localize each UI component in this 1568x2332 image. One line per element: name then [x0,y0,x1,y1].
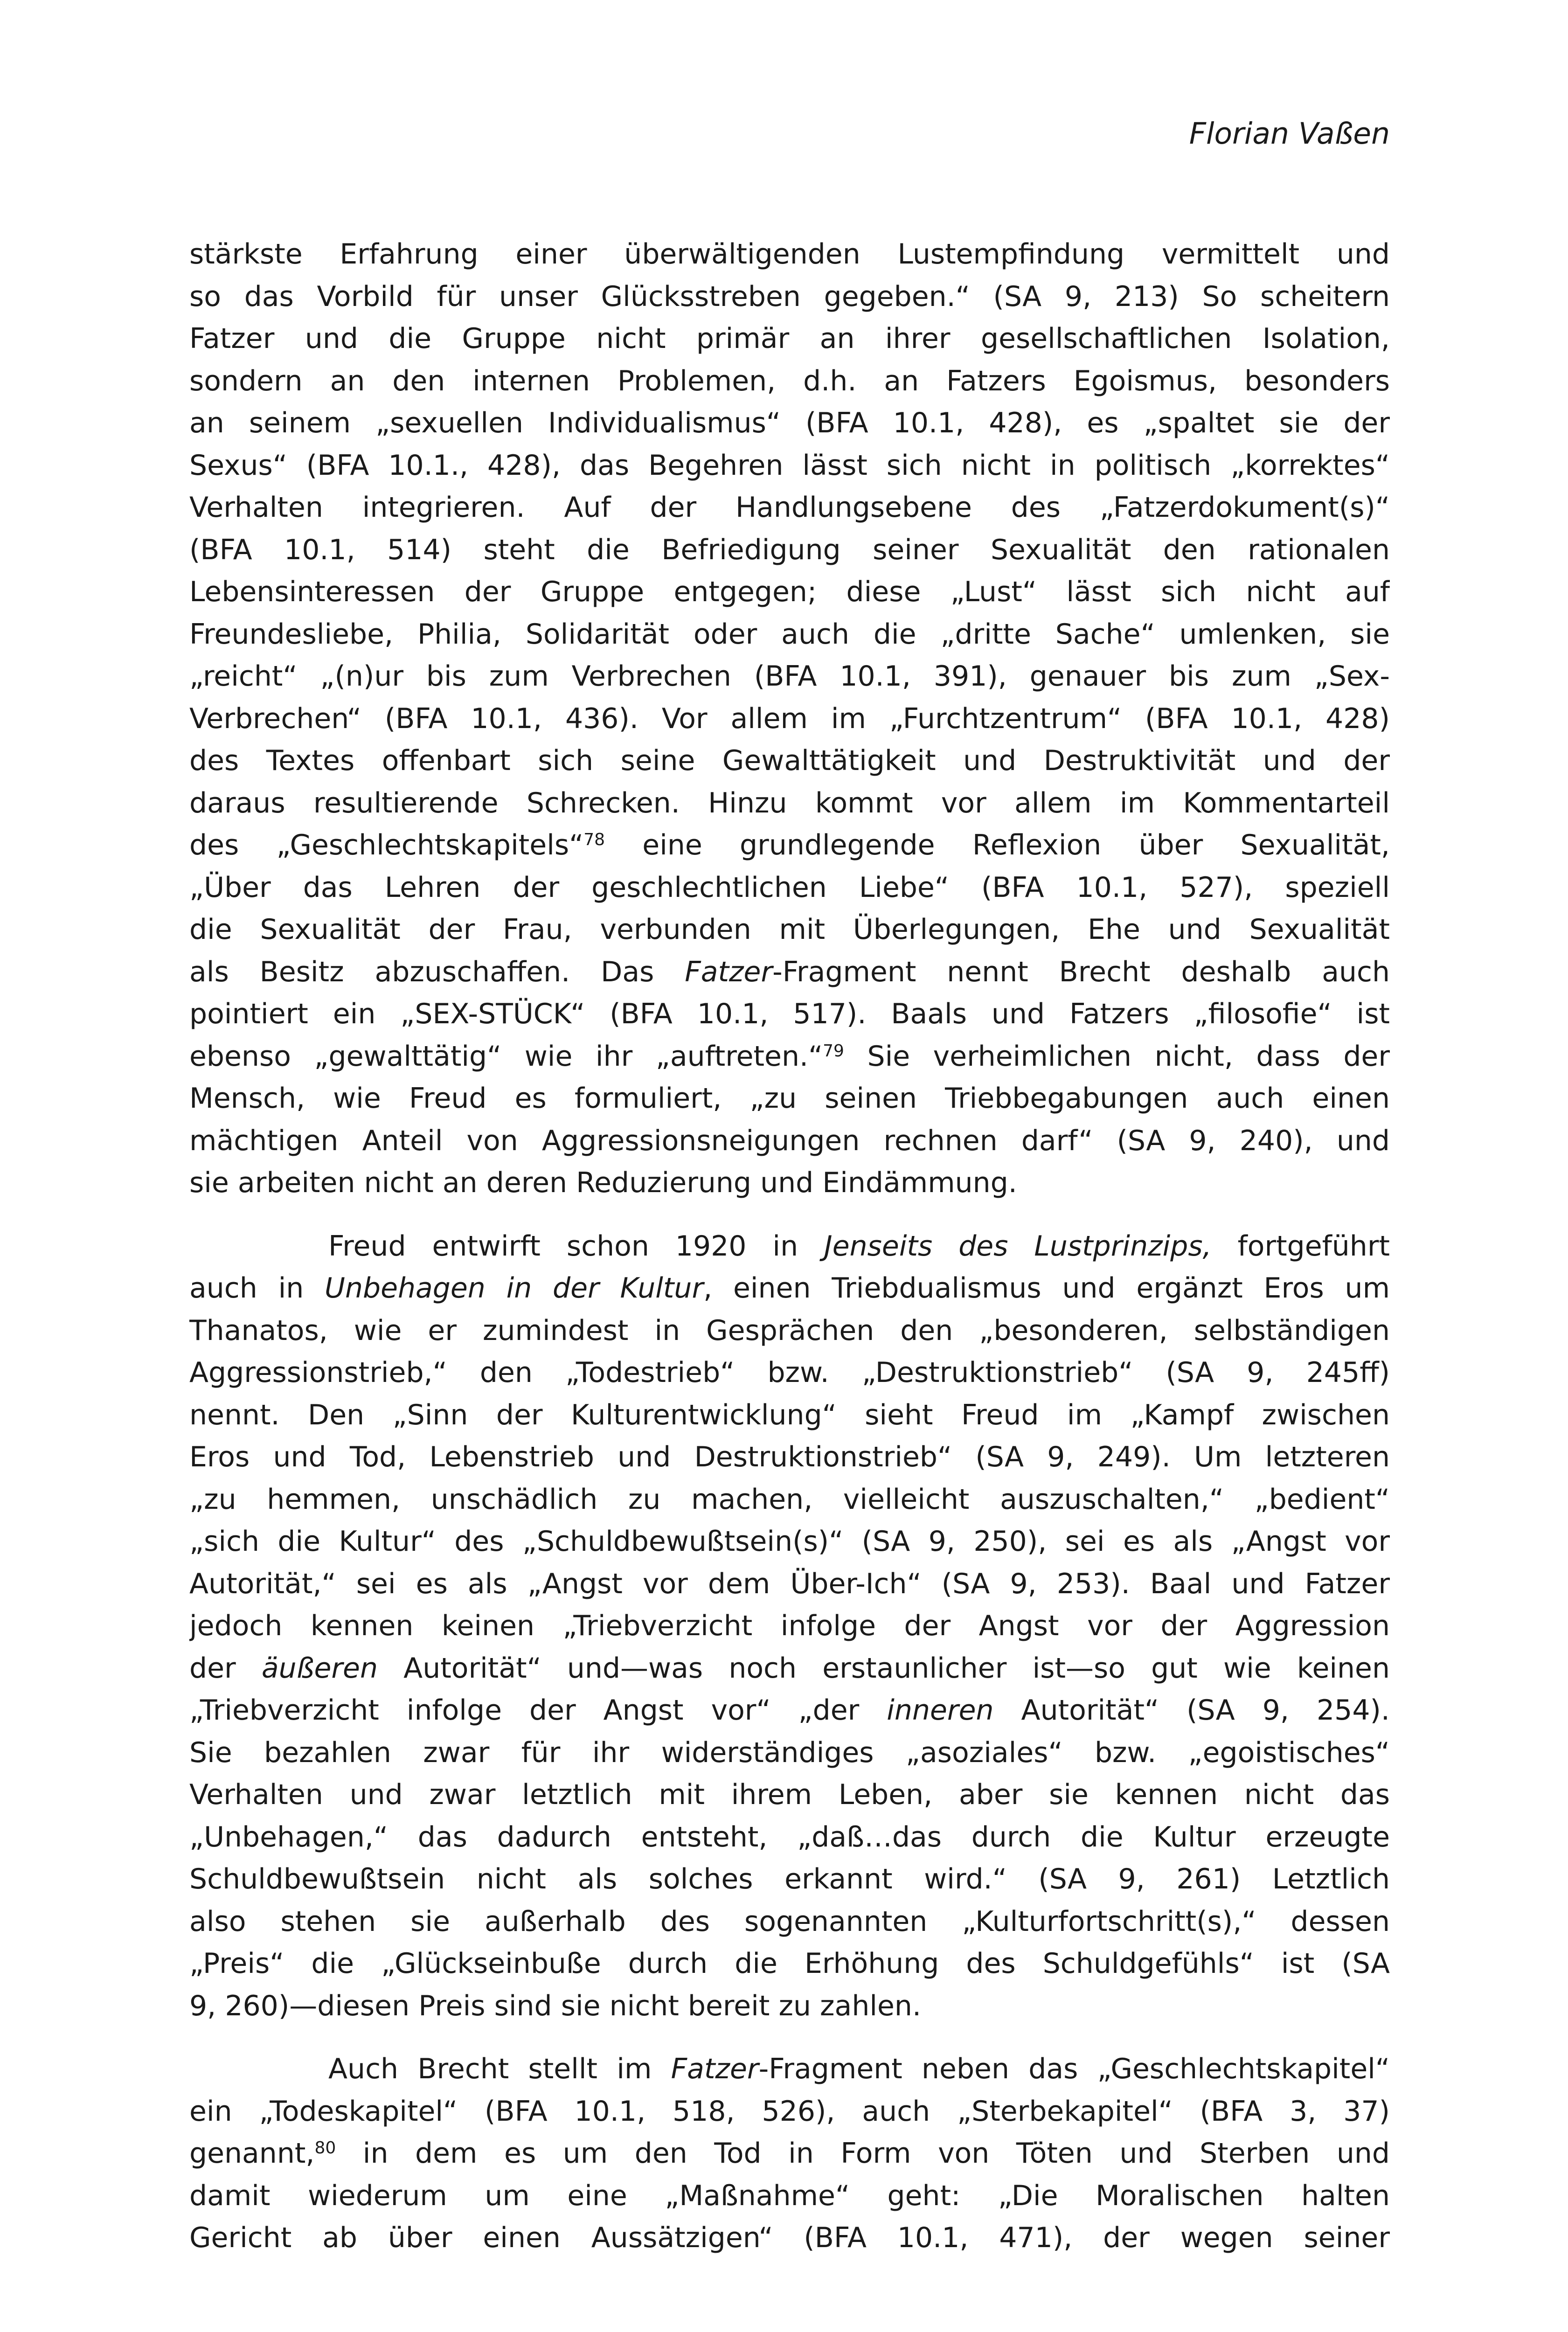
text-line [189,318,1390,360]
text-segment: sondern an den internen Problemen, d.h. an Fatzers Egoismus, besonders [189,364,1390,397]
text-line [189,613,1390,656]
text-segment: damit wiederum um eine „Maßnahme“ geht: „Die Moralischen halten [189,2179,1390,2212]
running-head-author: Florian Vaßen [1189,117,1390,151]
italic-title: Unbehagen in der Kultur [325,1272,704,1305]
text-line [189,1478,1390,1521]
text-line [189,993,1390,1035]
footnote-reference: 80 [314,2138,336,2158]
text-line [189,655,1390,698]
text-segment: Sie bezahlen zwar für ihr widerständiges „asoziales“ bzw. „egoistisches“ [189,1736,1390,1769]
text-segment: Thanatos, wie er zumindest in Gesprächen den „besonderen, selbständigen [189,1314,1390,1347]
italic-title: Jenseits des Lustprinzips, [824,1229,1212,1263]
text-line [189,1120,1390,1162]
text-segment: Sexus“ (BFA 10.1., 428), das Begehren lässt sich nicht in politisch „korrektes“ [189,449,1390,482]
text-segment: pointiert ein „SEX-STÜCK“ (BFA 10.1, 517). Baals und Fatzers „filosofie“ ist [189,998,1390,1030]
text-line [189,1774,1390,1816]
footnote-reference: 79 [823,1041,844,1061]
text-segment: jedoch kennen keinen „Triebverzicht infolge der Angst vor der Aggression [189,1610,1390,1642]
italic-title: Fatzer [671,2053,759,2085]
text-line [189,1732,1390,1774]
text-segment: ebenso „gewalttätig“ wie ihr „auftreten.“ [189,1040,823,1073]
text-segment: 9, 260)—diesen Preis sind sie nicht bereit zu zahlen. [189,1989,922,2022]
text-segment: Freundesliebe, Philia, Solidarität oder auch die „dritte Sache“ umlenken, sie [189,618,1390,651]
text-line [189,909,1390,951]
text-segment: „Preis“ die „Glückseinbuße durch die Erhöhung des Schuldgefühls“ ist (SA [189,1947,1390,1980]
text-line [189,233,1390,276]
text-segment: „Unbehagen,“ das dadurch entsteht, „daß…das durch die Kultur erzeugte [189,1820,1390,1853]
text-line [189,1901,1390,1943]
text-segment: ein „Todeskapitel“ (BFA 10.1, 518, 526), auch „Sterbekapitel“ (BFA 3, 37) [189,2095,1390,2128]
text-segment: Gericht ab über einen Aussätzigen“ (BFA 10.1, 471), der wegen seiner [189,2221,1390,2254]
paragraph [189,1225,1390,2027]
text-line [189,276,1390,318]
text-segment: Fatzer und die Gruppe nicht primär an ihrer gesellschaftlichen Isolation, [189,322,1390,355]
text-line [189,1563,1390,1605]
text-segment: -Fragment nennt Brecht deshalb auch [772,955,1390,988]
text-segment: auch in [189,1272,325,1305]
paragraph [189,2048,1390,2259]
text-segment: eine grundlegende Reflexion über Sexualität, [605,829,1390,861]
body-text [189,233,1390,2259]
text-line [189,1162,1390,1204]
text-line [189,698,1390,740]
text-line [189,782,1390,825]
text-segment: also stehen sie außerhalb des sogenannten „Kulturfortschritt(s),“ dessen [189,1905,1390,1938]
text-segment: Autorität,“ sei es als „Angst vor dem Über-Ich“ (SA 9, 253). Baal und Fatzer [189,1567,1390,1600]
text-segment: Lebensinteressen der Gruppe entgegen; diese „Lust“ lässt sich nicht auf [189,576,1390,608]
text-segment: Aggressionstrieb,“ den „Todestrieb“ bzw. „Destruktionstrieb“ (SA 9, 245ff) [189,1356,1390,1389]
text-line [189,951,1390,993]
text-line [189,571,1390,613]
text-line [189,1394,1390,1437]
text-line [189,486,1390,529]
text-line [189,1225,1390,1268]
text-segment: Autorität“ (SA 9, 254). [993,1694,1390,1727]
text-segment: „zu hemmen, unschädlich zu machen, vielleicht auszuschalten,“ „bedient“ [189,1483,1390,1516]
text-line [189,1267,1390,1310]
text-segment: an seinem „sexuellen Individualismus“ (BFA 10.1, 428), es „spaltet sie der [189,407,1390,439]
footnote-reference: 78 [583,830,605,850]
text-segment: der [189,1652,262,1685]
text-segment: daraus resultierende Schrecken. Hinzu kommt vor allem im Kommentarteil [189,786,1390,819]
text-line [189,1816,1390,1859]
text-segment: Schuldbewußtsein nicht als solches erkannt wird.“ (SA 9, 261) Letztlich [189,1863,1390,1895]
text-line [189,1352,1390,1394]
text-segment: die Sexualität der Frau, verbunden mit Überlegungen, Ehe und Sexualität [189,913,1390,946]
text-segment: „sich die Kultur“ des „Schuldbewußtsein(s)“ (SA 9, 250), sei es als „Angst vor [189,1525,1390,1558]
text-line [189,824,1390,867]
text-segment: Mensch, wie Freud es formuliert, „zu seinen Triebbegabungen auch einen [189,1082,1390,1115]
text-segment: des „Geschlechtskapitels“ [189,829,584,861]
text-segment: sie arbeiten nicht an deren Reduzierung und Eindämmung. [189,1166,1017,1199]
text-segment: „reicht“ „(n)ur bis zum Verbrechen (BFA 10.1, 391), genauer bis zum „Sex- [189,660,1390,693]
text-segment: Verhalten und zwar letztlich mit ihrem Leben, aber sie kennen nicht das [189,1778,1390,1811]
text-line [189,402,1390,444]
text-line [189,867,1390,909]
text-segment: Verhalten integrieren. Auf der Handlungsebene des „Fatzerdokument(s)“ [189,491,1390,524]
text-segment: mächtigen Anteil von Aggressionsneigungen rechnen darf“ (SA 9, 240), und [189,1124,1390,1157]
text-line [189,2217,1390,2259]
italic-title: Fatzer [685,955,773,988]
text-line [189,2090,1390,2133]
text-line [189,1689,1390,1732]
text-line [189,1436,1390,1478]
text-line [189,529,1390,571]
text-segment: Eros und Tod, Lebenstrieb und Destruktionstrieb“ (SA 9, 249). Um letzteren [189,1441,1390,1473]
text-line [189,2048,1390,2090]
text-segment: nennt. Den „Sinn der Kulturentwicklung“ sieht Freud im „Kampf zwischen [189,1398,1390,1431]
text-line [189,1310,1390,1352]
text-line [189,444,1390,487]
text-line [189,2132,1390,2175]
text-segment: Autorität“ und—was noch erstaunlicher ist—so gut wie keinen [377,1652,1390,1685]
text-segment: des Textes offenbart sich seine Gewalttätigkeit und Destruktivität und der [189,744,1390,777]
text-segment: (BFA 10.1, 514) steht die Befriedigung seiner Sexualität den rationalen [189,533,1390,566]
text-line [189,1985,1390,2027]
italic-title: äußeren [261,1652,378,1685]
text-line [189,1858,1390,1901]
text-segment: fortgeführt [1211,1229,1390,1263]
text-segment: Auch Brecht stellt im [328,2053,671,2085]
paragraph [189,233,1390,1204]
text-segment: genannt, [189,2137,315,2170]
italic-title: inneren [887,1694,994,1727]
text-segment: „Über das Lehren der geschlechtlichen Liebe“ (BFA 10.1, 527), speziell [189,871,1390,904]
text-line [189,1647,1390,1690]
text-segment: stärkste Erfahrung einer überwältigenden Lustempfindung vermittelt und [189,238,1390,271]
text-segment: Sie verheimlichen nicht, dass der [844,1040,1390,1073]
text-line [189,1077,1390,1120]
text-line [189,1035,1390,1078]
text-segment: als Besitz abzuschaffen. Das [189,955,685,988]
text-segment: Freud entwirft schon 1920 in [328,1229,825,1263]
text-line [189,1943,1390,1985]
text-segment: „Triebverzicht infolge der Angst vor“ „der [189,1694,887,1727]
text-line [189,740,1390,782]
text-segment: so das Vorbild für unser Glücksstreben gegeben.“ (SA 9, 213) So scheitern [189,280,1390,313]
text-line [189,360,1390,403]
text-segment: -Fragment neben das „Geschlechtskapitel“ [758,2053,1390,2085]
text-line [189,1605,1390,1647]
text-line [189,2175,1390,2217]
text-segment: , einen Triebdualismus und ergänzt Eros um [703,1272,1390,1305]
text-segment: Verbrechen“ (BFA 10.1, 436). Vor allem im „Furchtzentrum“ (BFA 10.1, 428) [189,702,1390,735]
text-segment: in dem es um den Tod in Form von Töten und Sterben und [336,2137,1390,2170]
text-line [189,1520,1390,1563]
